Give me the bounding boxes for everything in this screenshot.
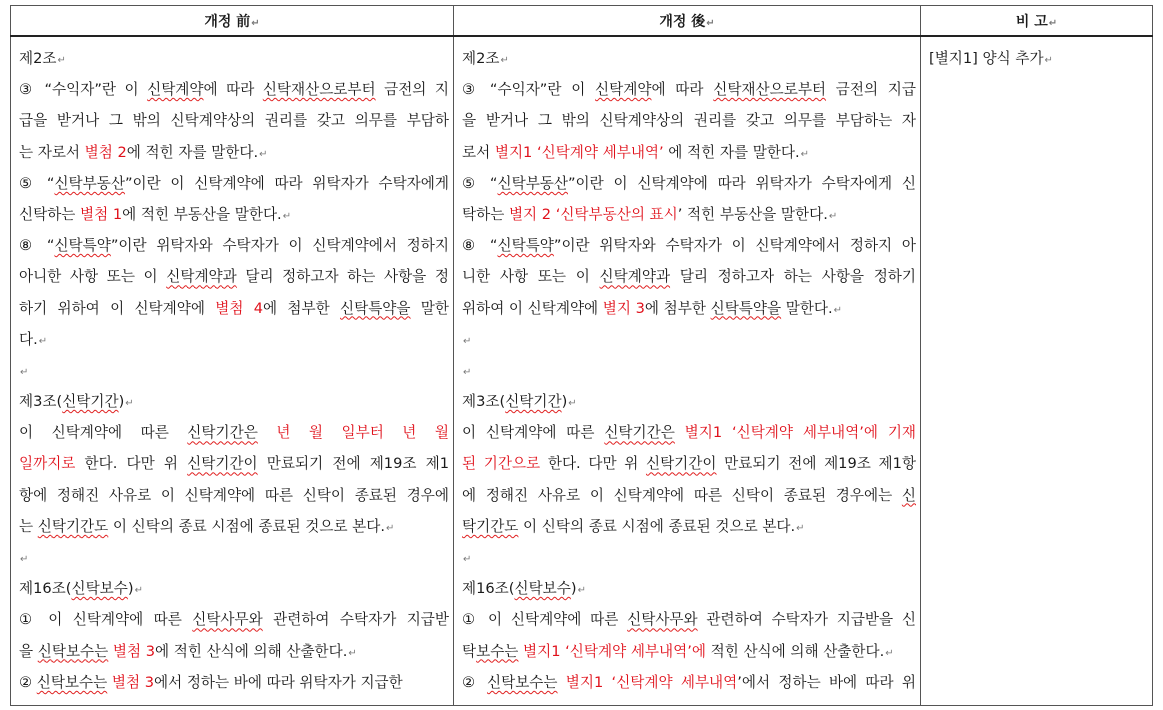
text-run <box>558 674 566 691</box>
text-run <box>258 424 277 441</box>
cell-before <box>11 36 454 706</box>
text-run: 적힌 산식에 의해 산출한다. <box>705 642 885 660</box>
remarks-text <box>929 43 1148 699</box>
text-run: 에 첨부한 <box>644 299 711 317</box>
text-line <box>19 386 449 417</box>
text-run: 신탁특약을 <box>340 299 411 317</box>
text-line <box>19 199 449 230</box>
text-run: ③ “수익자”란 이 <box>462 81 596 99</box>
text-line <box>462 105 916 136</box>
paragraph-mark: ↵ <box>282 210 292 222</box>
text-run: 에 적힌 산식에 의해 산출한다. <box>155 642 348 660</box>
text-run: 신탁기간 <box>62 393 119 411</box>
text-run: 말한다. <box>781 299 833 317</box>
paragraph-mark: ↵ <box>828 210 838 222</box>
text-run: 별지 3 <box>602 299 645 317</box>
paragraph-mark: ↵ <box>125 398 134 410</box>
text-run: 탁 <box>462 642 477 660</box>
text-line <box>462 542 916 573</box>
text-line <box>19 105 449 136</box>
text-run: 신탁계약 <box>595 81 652 99</box>
text-line <box>19 667 449 698</box>
text-run: 니한 사항 또는 이 <box>462 268 600 286</box>
text-line <box>462 667 916 698</box>
text-run: 신탁기간이 <box>645 455 717 473</box>
text-run: 제16조( <box>19 580 72 598</box>
text-run: 이 신탁계약에 따른 <box>19 424 188 442</box>
text-line <box>462 137 916 168</box>
paragraph-mark: ↵ <box>386 522 395 534</box>
text-run: 별첨 4 <box>215 299 264 317</box>
text-run: 에 따라 <box>203 81 263 99</box>
text-line <box>19 604 449 635</box>
text-run: 신탁보수는 <box>36 673 108 691</box>
body-row <box>11 36 1153 706</box>
text-run: 신탁부동산 <box>497 174 568 192</box>
paragraph-mark: ↵ <box>833 304 843 316</box>
paragraph-mark: ↵ <box>20 366 29 378</box>
text-run: ”이란 위탁자와 수탁자가 이 신탁계약에서 정하지 <box>110 237 449 255</box>
text-run: 에서 정하는 바에 따라 위탁자가 지급한 <box>154 673 403 691</box>
text-run: ) <box>127 580 134 598</box>
cell-remarks <box>921 36 1153 706</box>
paragraph-mark: ↵ <box>885 647 894 659</box>
text-run: 신탁특약 <box>497 237 554 255</box>
cell-after <box>454 36 921 706</box>
text-run: 에 적힌 부동산을 말한다. <box>122 205 282 223</box>
text-line <box>462 636 916 667</box>
text-run: ⑧ “ <box>19 237 55 255</box>
text-run: ⑤ “ <box>462 174 498 192</box>
text-run: ② <box>462 673 488 691</box>
text-line <box>19 324 449 355</box>
text-run: 제2조 <box>19 50 57 67</box>
text-run: ③ “수익자”란 이 <box>19 81 148 99</box>
text-run: 신탁특약 <box>54 237 111 255</box>
text-line <box>19 573 449 604</box>
text-run: 별지1 ‘신탁계약 세부내역’에 기재 <box>684 424 916 442</box>
paragraph-mark: ↵ <box>463 366 472 378</box>
text-run: 별첨 3 <box>112 642 156 660</box>
text-run: 말한 <box>410 299 449 317</box>
paragraph-mark: ↵ <box>134 585 143 597</box>
text-run: 신탁특약을 <box>710 299 782 317</box>
text-run: 일까지로 <box>19 455 76 473</box>
text-line <box>462 355 916 386</box>
text-line <box>462 324 916 355</box>
text-run: 별첨 3 <box>111 673 154 691</box>
text-run: 이 신탁의 종료 시점에 종료된 것으로 본다. <box>108 517 386 535</box>
header-before: 개정 前↵ <box>11 6 454 37</box>
text-line <box>19 293 449 324</box>
after-text <box>462 43 916 699</box>
text-run: 한다. 다만 위 <box>75 455 188 473</box>
text-run: 달리 정하고자 하는 사항을 정하기 <box>670 268 916 286</box>
text-run: 별첨 2 <box>84 143 127 161</box>
text-run: 년 월 일부터 년 월 <box>276 424 449 442</box>
text-run: ’ 적힌 부동산을 말한다. <box>677 205 828 223</box>
text-run: 로서 <box>462 143 495 161</box>
header-row <box>11 6 1153 37</box>
text-line <box>19 511 449 542</box>
text-run: 별지1 ‘신탁계약 세부내역’에 <box>523 642 706 660</box>
text-run: 신탁계약 <box>147 81 204 99</box>
text-run: 이 신탁의 종료 시점에 종료된 것으로 본다. <box>518 517 796 535</box>
text-line <box>462 573 916 604</box>
header-after: 개정 後↵ <box>454 6 921 37</box>
text-run: 신탁재산으로부터 <box>713 81 827 99</box>
text-run: 별지1 ‘신탁계약 세부내역 <box>565 673 738 691</box>
text-line <box>19 74 449 105</box>
text-run: 금전의 지 <box>375 81 449 99</box>
text-line <box>19 355 449 386</box>
text-run: ”이란 이 신탁계약에 따라 위탁자가 수탁자에게 <box>124 174 449 192</box>
text-line <box>19 43 449 74</box>
text-run: 신탁재산으로부터 <box>262 81 376 99</box>
text-run <box>675 424 685 441</box>
text-line <box>462 74 916 105</box>
text-run: 에 적힌 자를 말한다. <box>663 143 800 161</box>
text-run: 탁하는 <box>462 205 509 223</box>
text-run: 신탁부동산 <box>54 174 125 192</box>
text-run: 는 자로서 <box>19 143 85 161</box>
text-line <box>462 293 916 324</box>
paragraph-mark: ↵ <box>348 647 357 659</box>
text-run: 신탁계약과 <box>166 268 237 286</box>
paragraph-mark: ↵ <box>463 554 472 565</box>
text-line <box>462 448 916 479</box>
text-run: 위하여 이 신탁계약에 <box>462 299 603 317</box>
paragraph-mark: ↵ <box>800 148 810 160</box>
text-run: 별지 2 ‘신탁부동산의 표시 <box>508 205 678 223</box>
text-run: ”이란 위탁자와 수탁자가 이 신탁계약에서 정하지 아 <box>553 237 916 255</box>
text-run: 다. <box>19 330 38 348</box>
text-run: ) <box>561 393 568 411</box>
text-run: 는 <box>19 517 38 535</box>
text-line <box>462 480 916 511</box>
text-run: 신탁기간은 <box>604 424 675 442</box>
paragraph-mark: ↵ <box>259 148 268 160</box>
text-run: 에 첨부한 <box>263 299 341 317</box>
text-run: 제16조( <box>462 580 515 598</box>
text-line <box>19 168 449 199</box>
paragraph-mark: ↵ <box>796 522 805 534</box>
text-run: 달리 정하고자 하는 사항을 정 <box>236 268 449 286</box>
text-line <box>462 417 916 448</box>
text-run: ⑧ “ <box>462 237 498 255</box>
text-run: 신탁기간이 <box>187 455 258 473</box>
text-run: 을 받거나 그 밖의 신탁계약상의 권리를 갖고 의무를 부담하는 자 <box>462 112 916 130</box>
text-run: 에 적힌 자를 말한다. <box>126 143 259 161</box>
text-run: 관련하여 수탁자가 지급받 <box>262 611 449 629</box>
text-run: 신탁계약과 <box>599 268 671 286</box>
text-line <box>19 417 449 448</box>
text-run: 신 <box>901 486 916 504</box>
text-line <box>19 636 449 667</box>
text-line <box>462 386 916 417</box>
text-line <box>462 604 916 635</box>
text-run: 별지1 ‘신탁계약 세부내역’ <box>494 143 664 161</box>
text-run: 만료되기 전에 제19조 제1항 <box>716 455 916 473</box>
text-line <box>19 137 449 168</box>
text-run: 탁기간도 <box>462 517 519 535</box>
text-line <box>19 230 449 261</box>
text-run: 신탁보수는 <box>487 673 558 691</box>
text-run: 금전의 지급 <box>826 81 916 99</box>
text-run: 별첨 1 <box>80 205 123 223</box>
text-run: 된 기간으로 <box>462 455 541 473</box>
text-run: 신탁사무와 <box>627 611 698 629</box>
text-run: 에 정해진 사유로 이 신탁계약에 따른 신탁이 종료된 경우에는 <box>462 486 902 504</box>
text-run: 에 따라 <box>651 81 714 99</box>
text-line <box>19 480 449 511</box>
text-run: 신탁보수 <box>514 580 571 598</box>
text-run: ⑤ “ <box>19 174 55 192</box>
text-run: 신탁기간도 <box>37 517 109 535</box>
text-line <box>19 261 449 292</box>
text-run: 신탁보수 <box>71 580 128 598</box>
text-run: 하기 위하여 이 신탁계약에 <box>19 299 216 317</box>
text-line <box>929 43 1148 74</box>
text-run: 신탁사무와 <box>192 611 263 629</box>
text-line <box>462 199 916 230</box>
text-line <box>462 511 916 542</box>
paragraph-mark: ↵ <box>500 55 509 66</box>
text-line <box>19 542 449 573</box>
text-run: 항에 정해진 사유로 이 신탁계약에 따른 신탁이 종료된 경우에 <box>19 486 449 504</box>
text-run: ① 이 신탁계약에 따른 <box>462 611 628 629</box>
paragraph-mark: ↵ <box>568 398 577 410</box>
text-run: ② <box>19 673 37 691</box>
paragraph-mark: ↵ <box>577 585 586 597</box>
text-run: 제2조 <box>462 50 500 67</box>
paragraph-mark: ↵ <box>20 554 29 565</box>
text-run: 제3조( <box>462 393 506 411</box>
text-run: 만료되기 전에 제19조 제1 <box>257 455 449 473</box>
text-line <box>462 261 916 292</box>
text-run: 보수는 <box>476 642 519 660</box>
text-run: 신탁하는 <box>19 205 81 223</box>
header-remarks: 비 고↵ <box>921 6 1153 37</box>
text-run: 신탁기간은 <box>187 424 258 442</box>
text-run: 을 <box>19 642 38 660</box>
text-run: ’에서 정하는 바에 따라 위 <box>737 673 916 691</box>
before-text <box>19 43 449 699</box>
text-run: 관련하여 수탁자가 지급받을 신 <box>697 611 916 629</box>
text-run: [별지1] 양식 추가 <box>929 50 1044 67</box>
paragraph-mark: ↵ <box>1044 55 1053 66</box>
text-line <box>19 448 449 479</box>
text-line <box>462 43 916 74</box>
text-run: 한다. 다만 위 <box>540 455 646 473</box>
text-line <box>462 168 916 199</box>
text-run: 신탁기간 <box>505 393 562 411</box>
paragraph-mark: ↵ <box>57 55 66 66</box>
text-run: ① 이 신탁계약에 따른 <box>19 611 193 629</box>
paragraph-mark: ↵ <box>38 335 48 347</box>
text-line <box>462 230 916 261</box>
text-run: 급을 받거나 그 밖의 신탁계약상의 권리를 갖고 의무를 부담하 <box>19 112 449 130</box>
text-run: ) <box>118 393 125 411</box>
paragraph-mark: ↵ <box>463 335 472 347</box>
text-run: 아니한 사항 또는 이 <box>19 268 167 286</box>
text-run: ”이란 이 신탁계약에 따라 위탁자가 수탁자에게 신 <box>568 174 916 192</box>
text-run: 신탁보수는 <box>37 642 109 660</box>
text-run: 제3조( <box>19 393 63 411</box>
text-run: 이 신탁계약에 따른 <box>462 424 605 442</box>
text-run: ) <box>570 580 577 598</box>
comparison-table <box>10 5 1153 706</box>
